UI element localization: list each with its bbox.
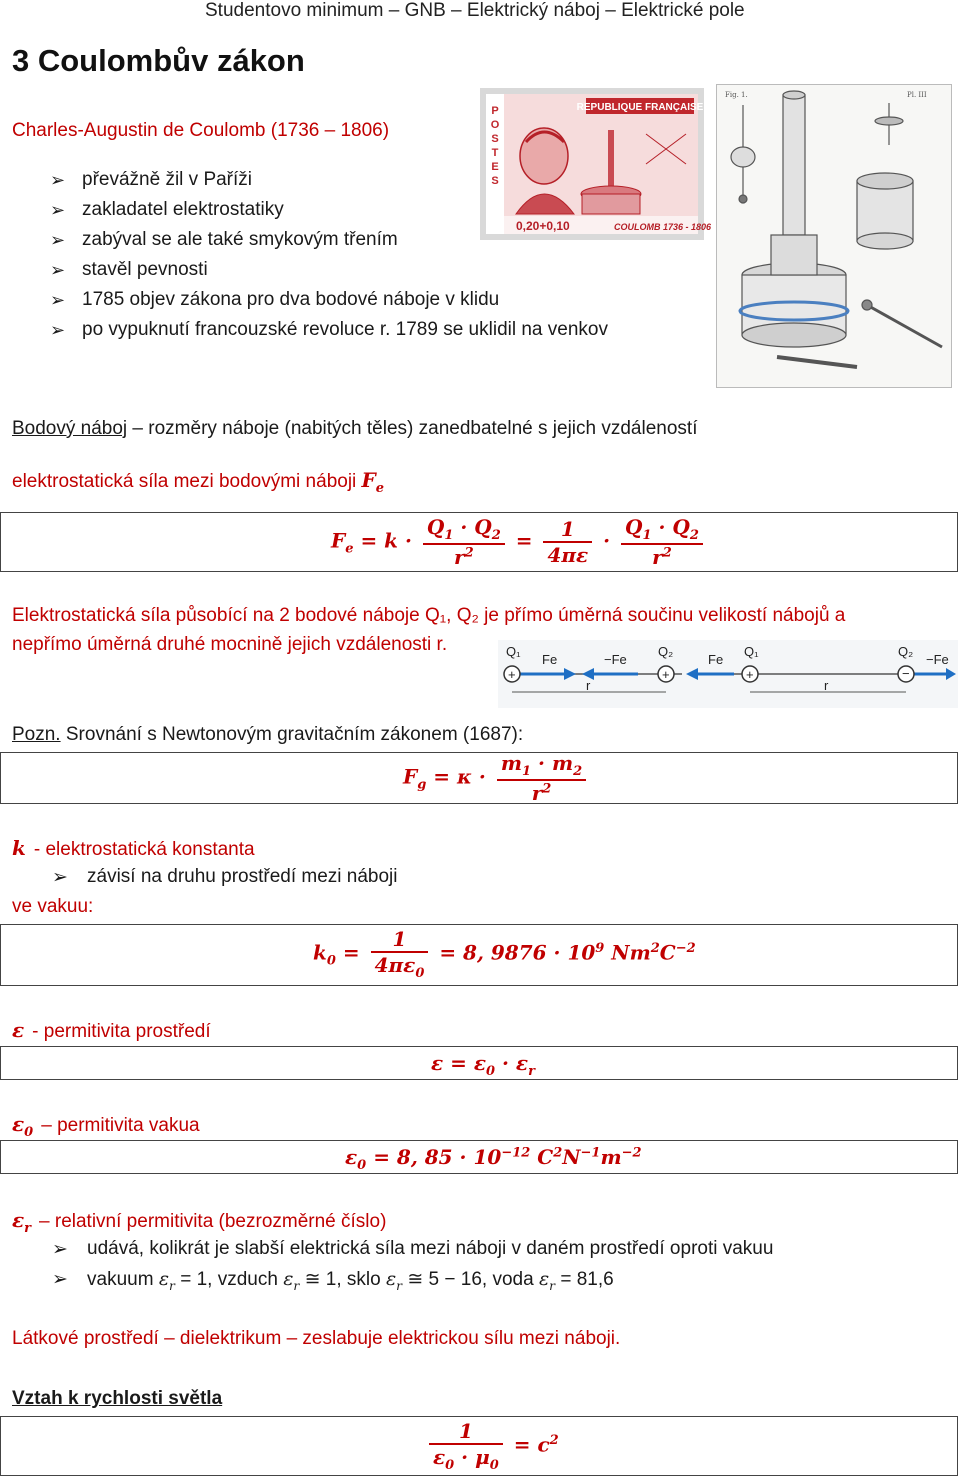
dielectric-note: Látkové prostředí – dielektrikum – zeslabuje elektrickou sílu mezi náboji. bbox=[12, 1328, 621, 1349]
light-speed-formula-box bbox=[0, 1416, 958, 1476]
newton-note: Pozn. Srovnání s Newtonovým gravitačním zákonem (1687): bbox=[12, 724, 524, 745]
epsilon0-label: $\varepsilon_0$ – permitivita vakua bbox=[12, 1112, 200, 1140]
r-label-a: r bbox=[586, 678, 591, 693]
epsilon0-formula-box bbox=[0, 1140, 958, 1174]
list-item: ➢ zakladatel elektrostatiky bbox=[12, 195, 608, 225]
svg-text:E: E bbox=[491, 161, 499, 173]
bullet-arrow-icon: ➢ bbox=[50, 200, 66, 220]
coulomb-formula: $F_e = k$ · $\frac{Q_1 \cdot Q_2}{r^2}$ = $\frac{1}{4\pi\varepsilon}$ · $\frac{Q_1 \cdot Q_2}{r^2}$ bbox=[331, 515, 707, 569]
person-heading: Charles-Augustin de Coulomb (1736 – 1806) bbox=[12, 120, 390, 141]
bullet-arrow-icon: ➢ bbox=[50, 320, 66, 340]
svg-text:S: S bbox=[491, 133, 499, 145]
charge-sign-4: − bbox=[902, 666, 910, 681]
bullet-arrow-icon: ➢ bbox=[50, 290, 66, 310]
fe-label-a: Fe bbox=[542, 652, 558, 667]
bullet-arrow-icon: ➢ bbox=[52, 1239, 68, 1260]
k0-formula-box bbox=[0, 924, 958, 986]
q2-label-b: Q₂ bbox=[898, 644, 914, 659]
k0-formula: $k_0$ = $\frac{1}{4\pi\varepsilon_0}$ = 8, $9876 \cdot 10^9$ $Nm^2C^{-2}$ bbox=[313, 927, 696, 981]
svg-text:0,20+0,10: 0,20+0,10 bbox=[516, 219, 570, 233]
svg-text:REPUBLIQUE FRANÇAISE: REPUBLIQUE FRANÇAISE bbox=[576, 102, 704, 113]
svg-text:T: T bbox=[491, 147, 499, 159]
light-speed-heading: Vztah k rychlosti světla bbox=[12, 1388, 223, 1409]
epsilon0-formula: $\varepsilon_0 = 8$, $85 \cdot 10^{-12}$ $C^2N^{-1}m^{-2}$ bbox=[345, 1145, 642, 1173]
list-item: ➢ převážně žil v Paříži bbox=[12, 165, 608, 195]
coulomb-formula-box bbox=[0, 512, 958, 572]
list-item: ➢ stavěl pevnosti bbox=[12, 255, 608, 285]
svg-text:COULOMB 1736 - 1806: COULOMB 1736 - 1806 bbox=[614, 222, 712, 232]
force-label: elektrostatická síla mezi bodovými náboji $F_e$ bbox=[12, 468, 385, 496]
r-label-b: r bbox=[824, 678, 829, 693]
charge-sign-3: + bbox=[746, 667, 754, 682]
epsilon-label: ε - permitivita prostředí bbox=[12, 1018, 211, 1042]
q2-label-a: Q₂ bbox=[658, 644, 674, 659]
svg-text:Pl. III: Pl. III bbox=[907, 91, 927, 99]
bullet-arrow-icon: ➢ bbox=[52, 867, 68, 888]
bullet-arrow-icon: ➢ bbox=[50, 170, 66, 190]
list-item: ➢ zabýval se ale také smykovým třením bbox=[12, 225, 608, 255]
law-statement-line-1: Elektrostatická síla působící na 2 bodové náboje Q₁, Q₂ je přímo úměrná součinu velikostí nábojů a bbox=[12, 605, 846, 626]
page-title: 3 Coulombův zákon bbox=[12, 43, 305, 78]
page-header: Studentovo minimum – GNB – Elektrický náboj – Elektrické pole bbox=[205, 0, 745, 21]
list-item: ➢ po vypuknutí francouzské revoluce r. 1789 se uklidil na venkov bbox=[12, 315, 608, 345]
point-charge-definition: Bodový náboj – rozměry náboje (nabitých těles) zanedbatelné s jejich vzdáleností bbox=[12, 418, 698, 439]
epsilon-r-bullet-2: ➢ vakuum $\varepsilon_r = 1$, vzduch $\varepsilon_r$ ≅ 1, sklo $\varepsilon_r$ ≅ 5 − 16, voda $\varepsilon_r = 81,6$ bbox=[52, 1268, 614, 1293]
minus-fe-label-a: −Fe bbox=[604, 652, 627, 667]
svg-text:O: O bbox=[490, 119, 500, 131]
q1-label-b: Q₁ bbox=[744, 644, 759, 659]
newton-formula-box bbox=[0, 752, 958, 804]
k-bullet: ➢ závisí na druhu prostředí mezi náboji bbox=[52, 866, 398, 888]
charge-sign-2: + bbox=[662, 667, 670, 682]
bullet-arrow-icon: ➢ bbox=[50, 260, 66, 280]
svg-text:S: S bbox=[491, 175, 499, 187]
charge-sign-1: + bbox=[508, 667, 516, 682]
epsilon-formula: $\varepsilon = \varepsilon_0 \cdot \varepsilon_r$ bbox=[431, 1051, 535, 1079]
q1-label-a: Q₁ bbox=[506, 644, 521, 659]
charges-force-diagram bbox=[498, 640, 958, 708]
light-speed-formula: $\frac{1}{\varepsilon_0 \cdot \mu_0}$ = $c^2$ bbox=[425, 1419, 559, 1473]
law-statement-line-2: nepřímo úměrná druhé mocnině jejich vzdálenosti r. bbox=[12, 634, 448, 655]
svg-text:P: P bbox=[491, 105, 499, 117]
minus-fe-label-b: −Fe bbox=[926, 652, 949, 667]
coulomb-stamp-image bbox=[480, 88, 712, 240]
torsion-balance-engraving bbox=[716, 84, 952, 388]
list-item: ➢ 1785 objev zákona pro dva bodové náboje v klidu bbox=[12, 285, 608, 315]
newton-formula: $F_g = \kappa$ · $\frac{m_1 \cdot m_2}{r^2}$ bbox=[403, 751, 590, 805]
bullet-arrow-icon: ➢ bbox=[52, 1269, 68, 1290]
svg-text:Fig. 1.: Fig. 1. bbox=[725, 91, 748, 99]
k-label: k - elektrostatická konstanta bbox=[12, 836, 255, 860]
fe-label-b: Fe bbox=[708, 652, 724, 667]
epsilon-r-bullet-1: ➢ udává, kolikrát je slabší elektrická síla mezi náboji v daném prostředí oproti vakuu bbox=[52, 1238, 774, 1260]
vacuum-label: ve vakuu: bbox=[12, 896, 94, 917]
bullet-arrow-icon: ➢ bbox=[50, 230, 66, 250]
epsilon-formula-box bbox=[0, 1046, 958, 1080]
epsilon-r-label: $\varepsilon_r$ – relativní permitivita (bezrozměrné číslo) bbox=[12, 1208, 387, 1236]
